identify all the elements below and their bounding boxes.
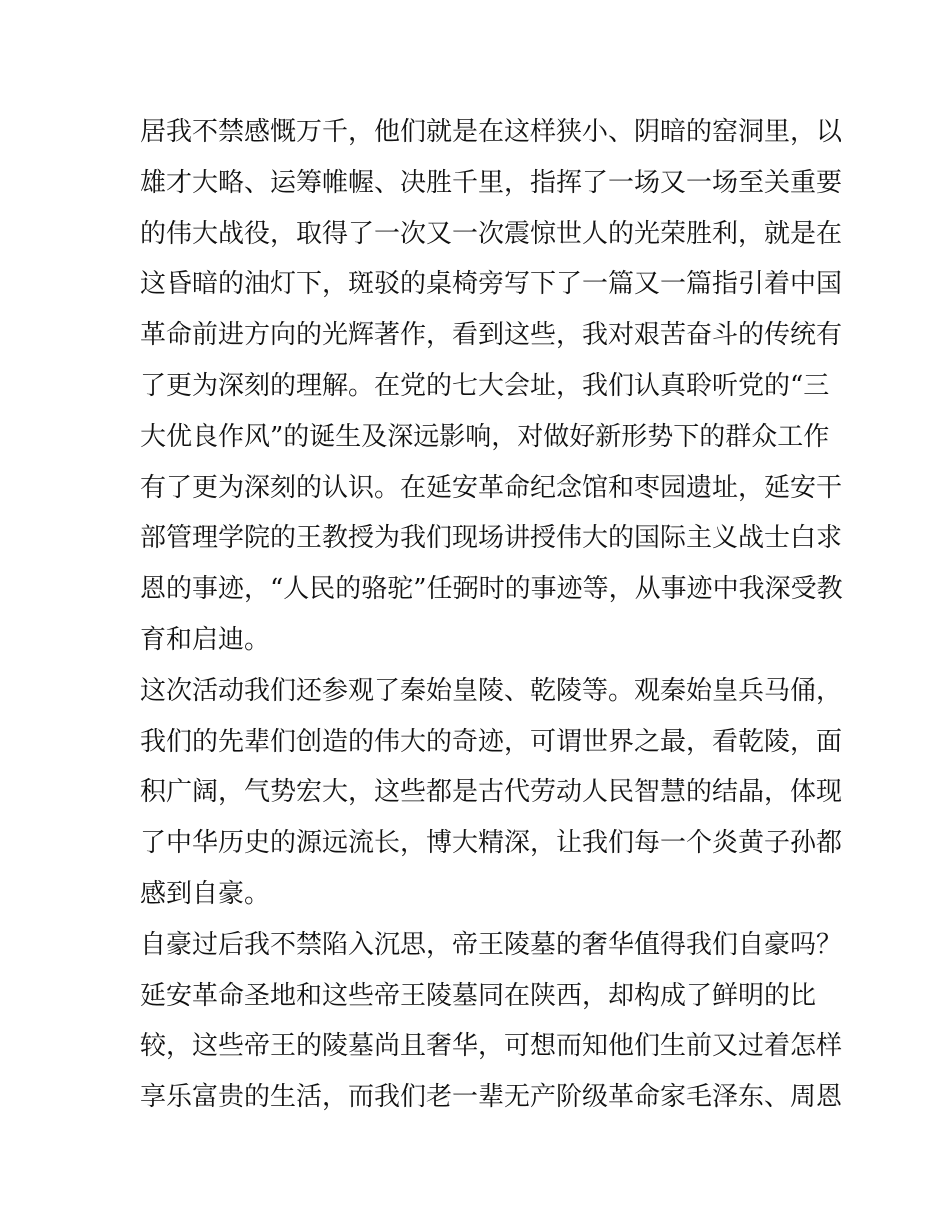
text-line: 自豪过后我不禁陷入沉思，帝王陵墓的奢华值得我们自豪吗？ <box>140 929 843 960</box>
text-line: 延安革命圣地和这些帝王陵墓同在陕西，却构成了鲜明的比 <box>140 980 817 1011</box>
paragraph-3 <box>140 920 843 1123</box>
text-line: 恩的事迹，“人民的骆驼”任弼时的事迹等，从事迹中我深受教 <box>140 574 843 605</box>
text-line: 这次活动我们还参观了秦始皇陵、乾陵等。观秦始皇兵马俑， <box>140 675 843 706</box>
text-line: 我们的先辈们创造的伟大的奇迹，可谓世界之最，看乾陵，面 <box>140 726 843 757</box>
text-line: 大优良作风”的诞生及深远影响，对做好新形势下的群众工作 <box>140 421 830 452</box>
text-line: 享乐富贵的生活，而我们老一辈无产阶级革命家毛泽东、周恩 <box>140 1082 843 1113</box>
text-line: 革命前进方向的光辉著作，看到这些，我对艰苦奋斗的传统有 <box>140 320 843 351</box>
text-line: 育和启迪。 <box>140 624 271 655</box>
text-line: 较，这些帝王的陵墓尚且奢华，可想而知他们生前又过着怎样 <box>140 1031 843 1062</box>
text-line: 的伟大战役，取得了一次又一次震惊世人的光荣胜利，就是在 <box>140 218 843 249</box>
text-line: 居我不禁感慨万千，他们就是在这样狭小、阴暗的窑洞里，以 <box>140 117 843 147</box>
text-line: 这昏暗的油灯下，斑驳的桌椅旁写下了一篇又一篇指引着中国 <box>140 269 843 300</box>
text-line: 了中华历史的源远流长，博大精深，让我们每一个炎黄子孙都 <box>140 828 843 859</box>
text-line: 积广阔，气势宏大，这些都是古代劳动人民智慧的结晶，体现 <box>140 777 843 808</box>
text-line: 感到自豪。 <box>140 878 271 909</box>
text-line: 了更为深刻的理解。在党的七大会址，我们认真聆听党的“三 <box>140 370 830 401</box>
paragraph-2 <box>140 666 843 920</box>
text-line: 有了更为深刻的认识。在延安革命纪念馆和枣园遗址，延安干 <box>140 472 843 503</box>
document-body <box>140 107 843 1123</box>
paragraph-1 <box>140 107 843 666</box>
text-line: 部管理学院的王教授为我们现场讲授伟大的国际主义战士白求 <box>140 523 843 554</box>
text-line: 雄才大略、运筹帷幄、决胜千里，指挥了一场又一场至关重要 <box>140 167 843 198</box>
